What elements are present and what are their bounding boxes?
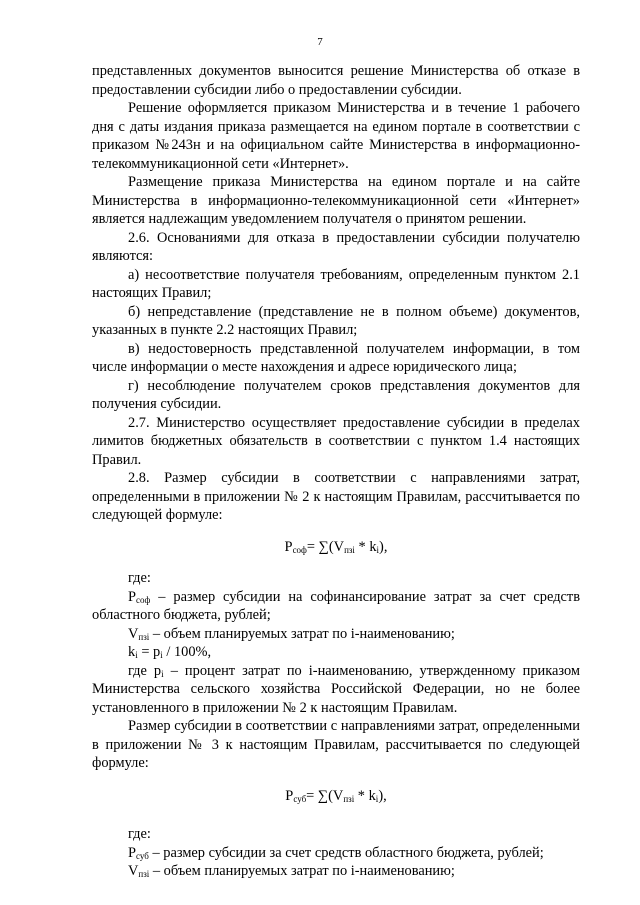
paragraph: Размер субсидии в соответствии с направлениями затрат, определенными в приложении № 3 к настоящим Правилам, рассчитывается по следующей формуле:: [92, 718, 580, 771]
list-item-d: г) несоблюдение получателем сроков представления документов для получения субсидии.: [92, 377, 580, 412]
formula-subscript: пзi: [344, 544, 355, 555]
formula-cofinancing: [92, 525, 580, 570]
formula-text: ),: [379, 538, 388, 555]
definition-p-sub: [92, 844, 580, 863]
list-item-c: в) недостоверность представленной получателем информации, в том числе информации о месте нахождения и адресе юридического лица;: [92, 340, 580, 375]
page-number: 7: [317, 36, 323, 48]
formula-subscript: пзi: [343, 793, 355, 804]
def-symbol: P: [128, 588, 137, 605]
formula-text: ),: [378, 787, 387, 804]
def-subscript: суб: [136, 850, 149, 861]
def-text: где p: [128, 662, 162, 679]
def-text: – процент затрат по i-наименованию, утвержденному приказом Министерства сельского хозяйства Российской Федерации, но не более установленного в приложении № 2 к настоящим Правилам.: [92, 662, 581, 716]
definition-v: [92, 625, 580, 644]
document-body: [92, 62, 580, 881]
formula-text: = ∑(V: [306, 538, 345, 555]
formula-text: = ∑(V: [306, 787, 344, 804]
def-subscript: пзi: [138, 631, 150, 642]
def-symbol: k: [128, 644, 136, 660]
formula-text: * k: [354, 538, 377, 555]
paragraph: 2.7. Министерство осуществляет предоставление субсидии в пределах лимитов бюджетных обязательств в соответствии с пунктом 1.4 настоящих Правил.: [92, 414, 580, 468]
paragraph: Размещение приказа Министерства на едином портале и на сайте Министерства в информационно-телекоммуникационной сети «Интернет» является надлежащим уведомлением получателя о принятом решении.: [92, 174, 580, 227]
where-label: где:: [128, 826, 151, 842]
def-subscript: i: [160, 650, 163, 660]
formula-subscript: i: [375, 793, 379, 804]
paragraph: представленных документов выносится решение Министерства об отказе в предоставлении субсидии либо о предоставлении субсидии.: [92, 63, 580, 98]
formula-subscript: суб: [293, 793, 307, 804]
def-text: – объем планируемых затрат по i-наименованию;: [149, 625, 455, 642]
def-subscript: i: [161, 668, 164, 679]
where-label: где:: [128, 570, 151, 586]
paragraph: 2.6. Основаниями для отказа в предоставлении субсидии получателю являются:: [92, 229, 580, 264]
def-subscript: i: [135, 650, 138, 660]
formula-symbol: P: [284, 538, 293, 555]
def-symbol: P: [128, 844, 137, 861]
list-item-b: б) непредставление (представление не в полном объеме) документов, указанных в пункте 2.2 настоящих Правил;: [92, 303, 580, 338]
formula-subscript: соф: [292, 544, 307, 555]
def-text: = p: [137, 644, 161, 660]
paragraph: Решение оформляется приказом Министерства и в течение 1 рабочего дня с даты издания приказа размещается на едином портале в соответствии с приказом №243н и на официальном сайте Министерства в информационно-телекоммуникационной сети «Интернет».: [92, 100, 580, 172]
def-text: – размер субсидии за счет средств областного бюджета, рублей;: [148, 844, 544, 861]
definition-k: [92, 643, 580, 662]
list-item-a: а) несоответствие получателя требованиям, определенным пунктом 2.1 настоящих Правил;: [92, 266, 580, 301]
paragraph: 2.8. Размер субсидии в соответствии с направлениями затрат, определенными в приложении № 2 к настоящим Правилам, рассчитывается по следующей формуле:: [92, 470, 580, 523]
formula-symbol: P: [285, 787, 294, 804]
definition-p-sof: [92, 588, 580, 625]
formula-subsidy: [92, 773, 580, 826]
definition-p-i: [92, 662, 580, 718]
definition-v: [92, 862, 580, 881]
def-subscript: соф: [136, 594, 151, 605]
def-subscript: пзi: [138, 869, 150, 879]
def-text: – объем планируемых затрат по i-наименованию;: [149, 863, 455, 879]
formula-text: * k: [354, 787, 376, 804]
def-text: – размер субсидии на софинансирование затрат за счет средств областного бюджета, рублей;: [92, 588, 580, 623]
def-symbol: V: [128, 863, 139, 879]
def-text: / 100%,: [162, 644, 212, 660]
def-symbol: V: [128, 625, 139, 642]
formula-subscript: i: [376, 544, 380, 555]
